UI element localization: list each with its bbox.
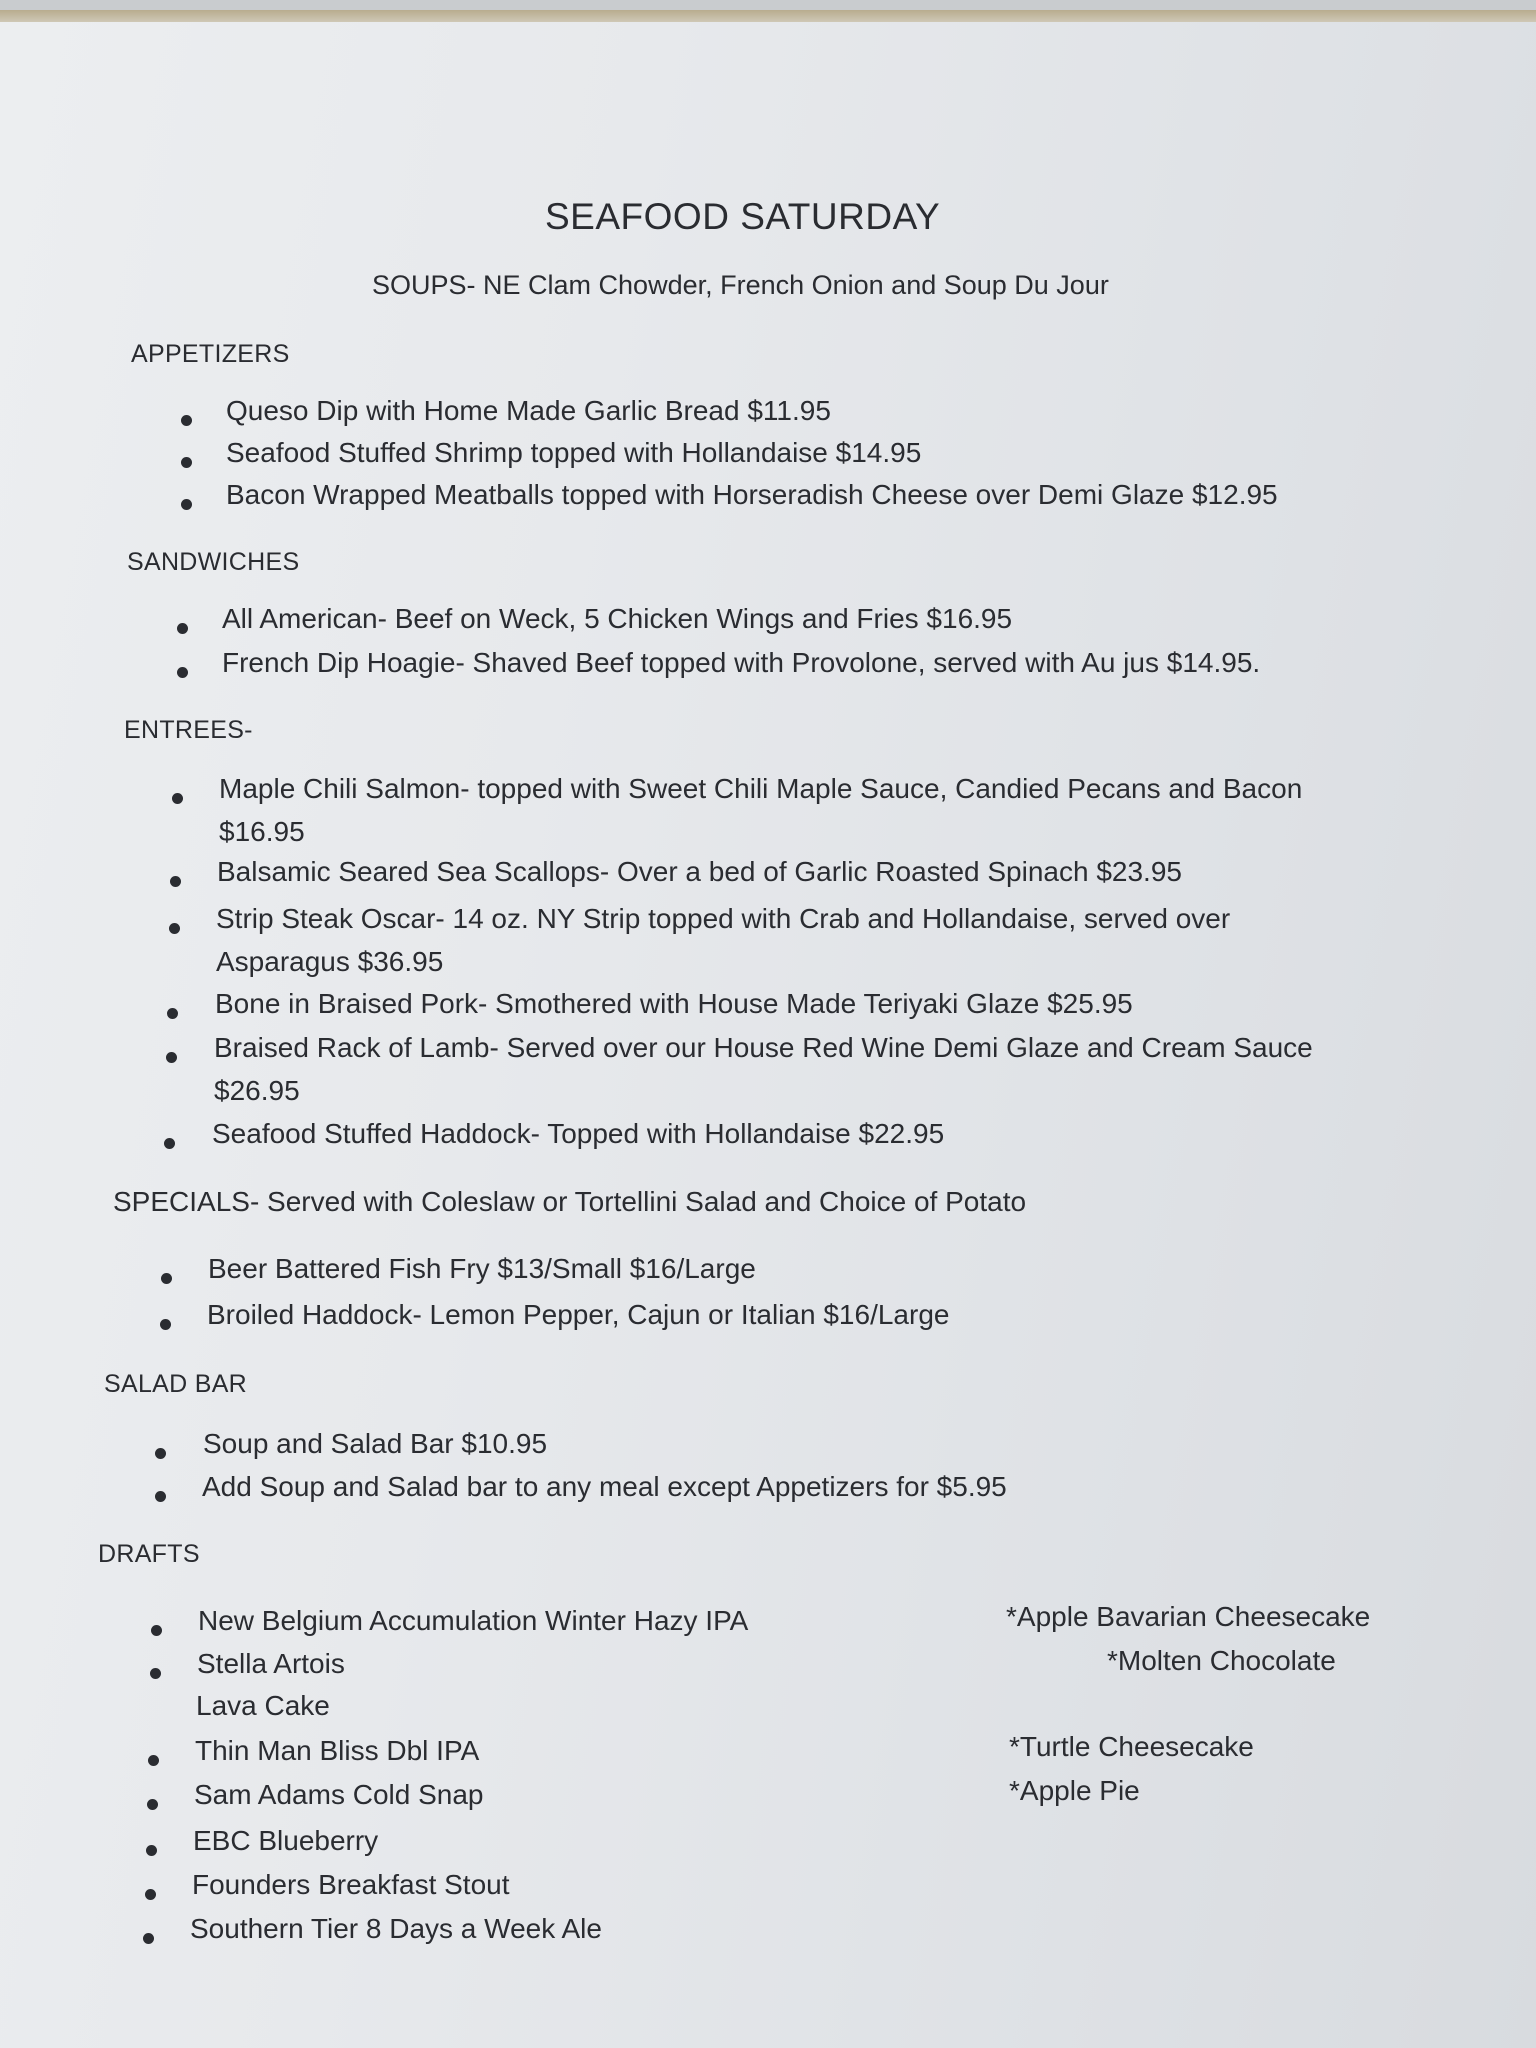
sandwich-item: All American- Beef on Weck, 5 Chicken Wings and Fries $16.95 bbox=[222, 603, 1013, 634]
dessert-item: *Apple Pie bbox=[1009, 1775, 1140, 1806]
bullet bbox=[155, 1448, 166, 1459]
entree-item: Balsamic Seared Sea Scallops- Over a bed of Garlic Roasted Spinach $23.95 bbox=[217, 856, 1182, 887]
dessert-item: *Turtle Cheesecake bbox=[1009, 1731, 1254, 1762]
entree-item: Strip Steak Oscar- 14 oz. NY Strip topped with Crab and Hollandaise, served over bbox=[216, 903, 1231, 934]
bullet bbox=[146, 1845, 157, 1856]
draft-item: Stella Artois bbox=[197, 1648, 345, 1679]
appetizer-item: Bacon Wrapped Meatballs topped with Horseradish Cheese over Demi Glaze $12.95 bbox=[226, 479, 1278, 510]
bullet bbox=[145, 1889, 156, 1900]
draft-item: Southern Tier 8 Days a Week Ale bbox=[190, 1913, 602, 1944]
draft-item: Sam Adams Cold Snap bbox=[194, 1779, 484, 1810]
entree-item: Braised Rack of Lamb- Served over our House Red Wine Demi Glaze and Cream Sauce bbox=[214, 1032, 1313, 1063]
draft-item: Thin Man Bliss Dbl IPA bbox=[195, 1735, 480, 1766]
salad-bar-item: Add Soup and Salad bar to any meal except Appetizers for $5.95 bbox=[202, 1471, 1007, 1502]
draft-item: EBC Blueberry bbox=[193, 1825, 379, 1856]
entree-item: Maple Chili Salmon- topped with Sweet Chili Maple Sauce, Candied Pecans and Bacon bbox=[219, 773, 1303, 804]
bullet bbox=[167, 1008, 178, 1019]
bullet bbox=[181, 457, 192, 468]
sandwich-item: French Dip Hoagie- Shaved Beef topped with Provolone, served with Au jus $14.95. bbox=[222, 647, 1261, 678]
bullet bbox=[181, 415, 192, 426]
bullet bbox=[181, 499, 192, 510]
salad-bar-item: Soup and Salad Bar $10.95 bbox=[203, 1428, 548, 1459]
bullet bbox=[160, 1319, 171, 1330]
special-item: Broiled Haddock- Lemon Pepper, Cajun or Italian $16/Large bbox=[207, 1299, 950, 1330]
bullet bbox=[143, 1933, 154, 1944]
bullet bbox=[151, 1625, 162, 1636]
entree-item-continuation: $26.95 bbox=[214, 1075, 300, 1106]
dessert-item: *Molten Chocolate bbox=[1107, 1645, 1336, 1676]
entree-item-continuation: Asparagus $36.95 bbox=[216, 946, 444, 977]
appetizer-item: Seafood Stuffed Shrimp topped with Hollandaise $14.95 bbox=[226, 437, 922, 468]
bullet bbox=[170, 876, 181, 887]
entree-item-continuation: $16.95 bbox=[219, 816, 305, 847]
bullet bbox=[148, 1755, 159, 1766]
bullet bbox=[177, 623, 188, 634]
entree-item: Bone in Braised Pork- Smothered with House Made Teriyaki Glaze $25.95 bbox=[215, 988, 1133, 1019]
dessert-overflow-text: Lava Cake bbox=[196, 1690, 330, 1721]
menu-title: SEAFOOD SATURDAY bbox=[545, 196, 941, 237]
entrees-heading: ENTREES- bbox=[124, 716, 253, 744]
sandwiches-heading: SANDWICHES bbox=[127, 548, 300, 576]
bullet bbox=[147, 1799, 158, 1810]
special-item: Beer Battered Fish Fry $13/Small $16/Large bbox=[208, 1253, 756, 1284]
dessert-item: *Apple Bavarian Cheesecake bbox=[1006, 1601, 1371, 1632]
bullet bbox=[172, 793, 183, 804]
soups-line: SOUPS- NE Clam Chowder, French Onion and Soup Du Jour bbox=[372, 270, 1109, 300]
drafts-heading: DRAFTS bbox=[98, 1540, 200, 1568]
draft-item: Founders Breakfast Stout bbox=[192, 1869, 510, 1900]
menu-paper bbox=[0, 10, 1536, 2048]
bullet bbox=[166, 1052, 177, 1063]
draft-item: New Belgium Accumulation Winter Hazy IPA bbox=[198, 1605, 749, 1636]
bullet bbox=[164, 1138, 175, 1149]
bullet bbox=[177, 667, 188, 678]
appetizer-item: Queso Dip with Home Made Garlic Bread $11.95 bbox=[226, 395, 831, 426]
entree-item: Seafood Stuffed Haddock- Topped with Hollandaise $22.95 bbox=[212, 1118, 945, 1149]
paper-top-edge bbox=[0, 10, 1536, 22]
bullet bbox=[169, 923, 180, 934]
specials-heading: SPECIALS- Served with Coleslaw or Tortellini Salad and Choice of Potato bbox=[113, 1186, 1027, 1217]
salad-bar-heading: SALAD BAR bbox=[104, 1370, 248, 1398]
bullet bbox=[155, 1491, 166, 1502]
appetizers-heading: APPETIZERS bbox=[131, 340, 290, 368]
bullet bbox=[161, 1273, 172, 1284]
bullet bbox=[150, 1668, 161, 1679]
